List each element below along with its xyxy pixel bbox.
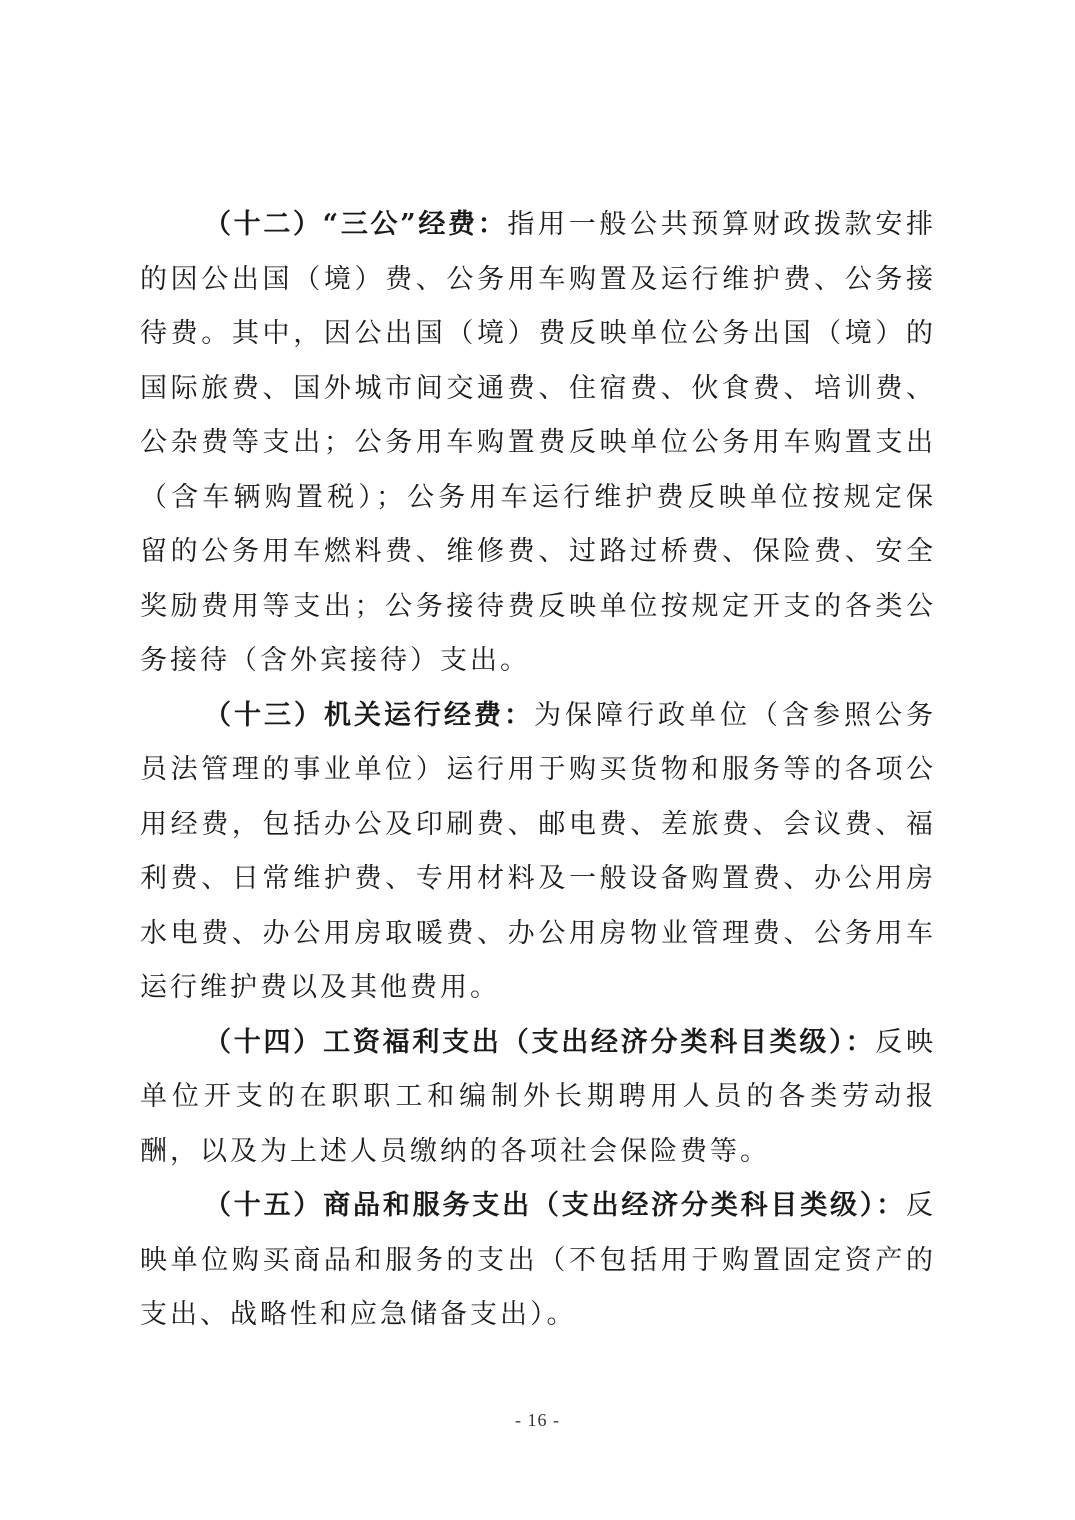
page-number: - 16 - [515,1410,560,1430]
paragraph-14-heading: （十四）工资福利支出（支出经济分类科目类级）： [204,1026,876,1058]
paragraph-13-text: 为保障行政单位（含参照公务员法管理的事业单位）运行用于购买货物和服务等的各项公用经费，包括办公及印刷费、邮电费、差旅费、会议费、福利费、日常维护费、专用材料及一般设备购置费、办公用房水电费、办公用房取暖费、办公用房物业管理费、公务用车运行维护费以及其他费用。 [140,699,936,1003]
paragraph-12 [140,198,936,689]
paragraph-14 [140,1016,936,1180]
paragraph-12-text: 指用一般公共预算财政拨款安排的因公出国（境）费、公务用车购置及运行维护费、公务接待费。其中，因公出国（境）费反映单位公务出国（境）的国际旅费、国外城市间交通费、住宿费、伙食费、培训费、公杂费等支出；公务用车购置费反映单位公务用车购置支出（含车辆购置税）；公务用车运行维护费反映单位按规定保留的公务用车燃料费、维修费、过路过桥费、保险费、安全奖励费用等支出；公务接待费反映单位按规定开支的各类公务接待（含外宾接待）支出。 [140,209,937,676]
paragraph-13-heading: （十三）机关运行经费： [204,699,534,731]
paragraph-15 [140,1179,936,1343]
paragraph-13 [140,689,936,1016]
paragraph-15-heading: （十五）商品和服务支出（支出经济分类科目类级）： [204,1190,906,1221]
paragraph-14-text: 反映单位开支的在职职工和编制外长期聘用人员的各类劳动报酬，以及为上述人员缴纳的各项社会保险费等。 [140,1026,937,1167]
paragraph-12-heading: （十二）“三公”经费： [204,209,508,240]
paragraph-15-text: 反映单位购买商品和服务的支出（不包括用于购置固定资产的支出、战略性和应急储备支出）。 [140,1190,936,1330]
document-body [140,198,936,1343]
